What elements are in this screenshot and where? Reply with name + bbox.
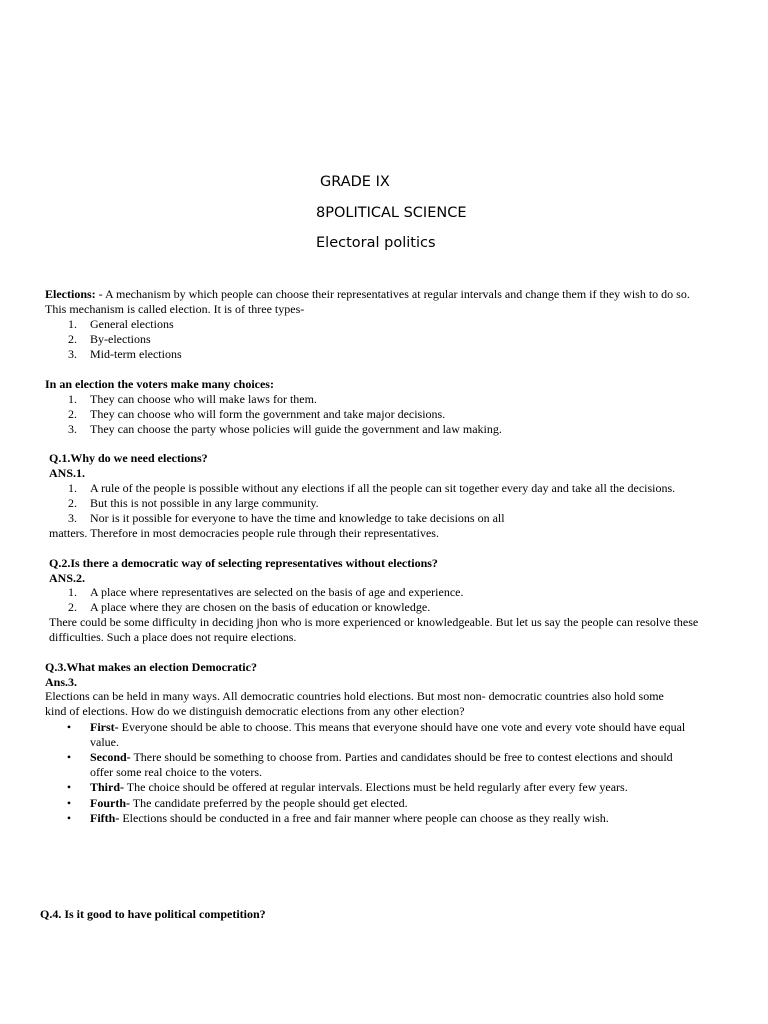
- subject-heading: 8POLITICAL SCIENCE: [316, 205, 467, 221]
- elections-definition-line2: This mechanism is called election. It is of three types-: [45, 302, 305, 316]
- q2-paragraph-line1: There could be some difficulty in deciding jhon who is more experienced or knowledgeable. But let us say the people can resolve these: [49, 615, 699, 629]
- elections-definition-text: - A mechanism by which people can choose their representatives at regular intervals and change them if they wish to do so.: [95, 287, 690, 301]
- q1-answer-label: ANS.1.: [49, 466, 86, 480]
- elections-term: Elections:: [45, 287, 96, 301]
- grade-heading: GRADE IX: [320, 174, 390, 190]
- chapter-title: Electoral politics: [316, 235, 436, 251]
- q1-question: Q.1.Why do we need elections?: [49, 451, 208, 465]
- q1-continuation: matters. Therefore in most democracies people rule through their representatives.: [49, 526, 439, 540]
- list-item-continuation: value.: [90, 735, 119, 749]
- choices-heading: In an election the voters make many choices:: [45, 377, 274, 391]
- q2-paragraph-line2: difficulties. Such a place does not require elections.: [49, 630, 297, 644]
- elections-definition-line1: [45, 287, 690, 302]
- list-item-continuation: offer some real choice to the voters.: [90, 765, 263, 779]
- q3-question: Q.3.What makes an election Democratic?: [45, 660, 257, 674]
- q4-question: Q.4. Is it good to have political competition?: [40, 907, 266, 921]
- q3-intro-line1: Elections can be held in many ways. All democratic countries hold elections. But most non- democratic countries also hold some: [45, 689, 664, 703]
- q2-question: Q.2.Is there a democratic way of selecting representatives without elections?: [49, 556, 438, 570]
- q3-answer-label: Ans.3.: [45, 675, 78, 689]
- q3-intro-line2: kind of elections. How do we distinguish democratic elections from any other election?: [45, 704, 465, 718]
- q2-answer-label: ANS.2.: [49, 571, 86, 585]
